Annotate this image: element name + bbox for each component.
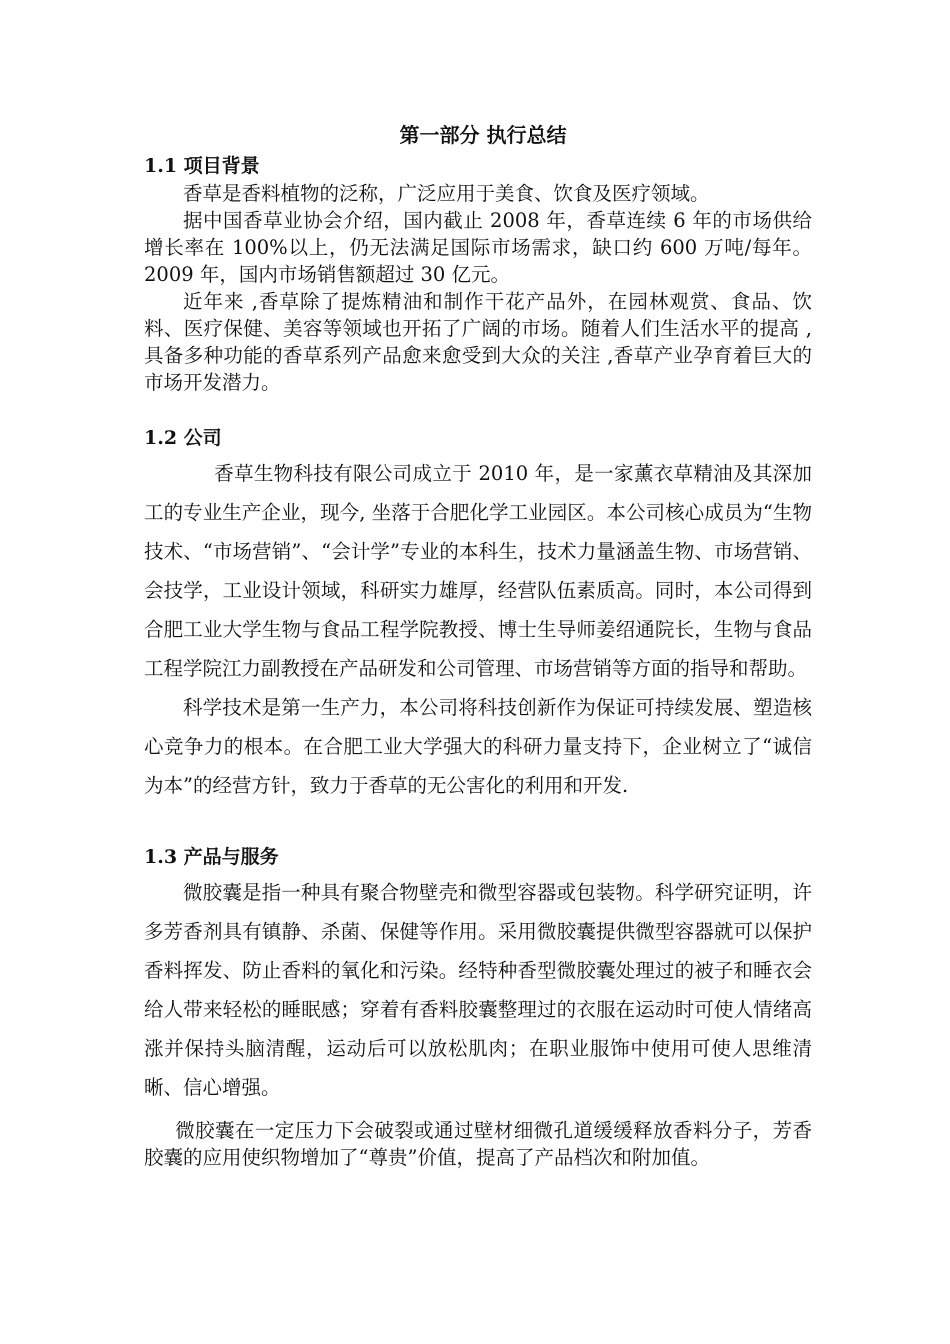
- document-title: 第一部分 执行总结: [399, 123, 567, 147]
- paragraph: 微胶囊在一定压力下会破裂或通过壁材细微孔道缓缓释放香料分子，芳香胶囊的应用使织物增加了“尊贵”价值，提高了产品档次和附加值。: [144, 1119, 812, 1169]
- section-heading: 1.3 产品与服务: [144, 846, 279, 868]
- paragraph-group: [144, 1117, 812, 1171]
- section-products-services: [144, 843, 812, 1171]
- section-heading: 1.1 项目背景: [144, 155, 260, 177]
- paragraph: 微胶囊是指一种具有聚合物壁壳和微型容器或包装物。科学研究证明，许多芳香剂具有镇静、杀菌、保健等作用。采用微胶囊提供微型容器就可以保护香料挥发、防止香料的氧化和污染。经特种香型微胶囊处理过的被子和睡衣会给人带来轻松的睡眠感；穿着有香料胶囊整理过的衣服在运动时可使人情绪高涨并保持头脑清醒，运动后可以放松肌肉；在职业服饰中使用可使人思维清晰、信心增强。: [144, 881, 812, 1099]
- section-company: [144, 424, 812, 805]
- section-project-background: [144, 152, 812, 396]
- paragraph: 香草是香料植物的泛称，广泛应用于美食、饮食及医疗领域。: [183, 182, 710, 205]
- document-body: [144, 120, 812, 1171]
- paragraph-group: [144, 873, 812, 1107]
- section-heading: 1.2 公司: [144, 427, 222, 449]
- paragraph: 香草生物科技有限公司成立于 2010 年，是一家薰衣草精油及其深加工的专业生产企业，现今, 坐落于合肥化学工业园区。本公司核心成员为“生物技术、“市场营销”、“会计学”专业的本科生，技术力量涵盖生物、市场营销、会技学，工业设计领域，科研实力雄厚，经营队伍素质高。同时，本公司得到合肥工业大学生物与食品工程学院教授、博士生导师姜绍通院长，生物与食品工程学院江力副教授在产品研发和公司管理、市场营销等方面的指导和帮助。: [144, 462, 812, 680]
- paragraph: 近年来 ,香草除了提炼精油和制作干花产品外，在园林观赏、食品、饮料、医疗保健、美容等领域也开拓了广阔的市场。随着人们生活水平的提高 ,具备多种功能的香草系列产品愈来愈受到大众的关注 ,香草产业孕育着巨大的市场开发潜力。: [144, 290, 812, 394]
- paragraph: 据中国香草业协会介绍，国内截止 2008 年，香草连续 6 年的市场供给增长率在 100%以上，仍无法满足国际市场需求，缺口约 600 万吨/每年。2009 年，国内市场销售额超过 30 亿元。: [144, 209, 812, 286]
- paragraph: 科学技术是第一生产力，本公司将科技创新作为保证可持续发展、塑造核心竞争力的根本。在合肥工业大学强大的科研力量支持下，企业树立了“诚信为本”的经营方针，致力于香草的无公害化的利用和开发.: [144, 696, 812, 797]
